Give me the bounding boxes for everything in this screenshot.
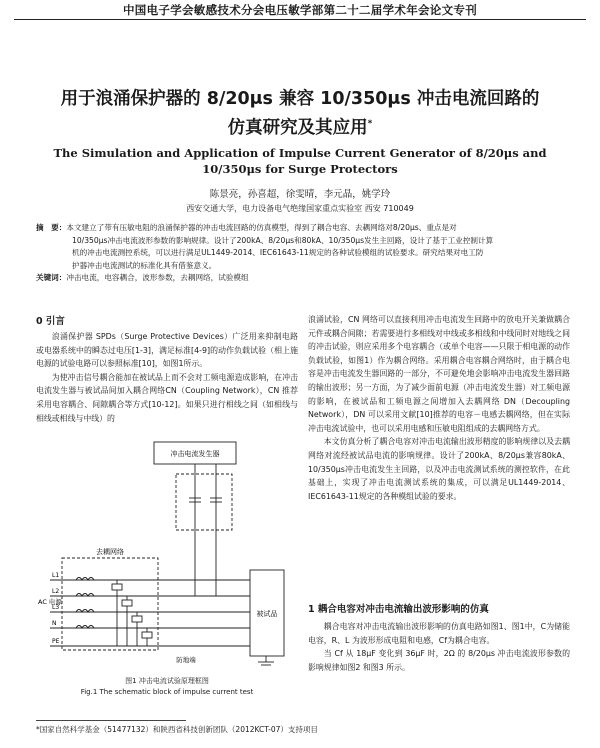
figure-caption-cn: 图1 冲击电流试验原理框图 xyxy=(125,677,209,685)
title-cn-line2-text: 仿真研究及其应用 xyxy=(227,117,368,138)
section-heading-intro: 0 引言 xyxy=(36,316,65,327)
paragraph: 浪涌保护器 SPDs（Surge Protective Devices）广泛用来抑制电路或电器系统中的瞬态过电压[1-3]，满足标准[4-9]的动作负载试验（相上施电源的试验电路可以参照标准[10]，如图1所示。 xyxy=(36,332,298,369)
line-label-l3: L3 xyxy=(52,604,60,611)
ac-power-label: AC 电源 xyxy=(38,598,62,606)
title-footnote-mark: * xyxy=(367,119,373,129)
keywords-text: 冲击电流，电容耦合，波形参数，去耦网络，试验模组 xyxy=(66,273,249,282)
paragraph: 耦合电容对冲击电流输出波形影响的仿真电路如图1、图1中，C为储能电容，R、L 为波形形成电阻和电感，Cf为耦合电容。 xyxy=(308,622,570,645)
decoupling-label: 去耦网络 xyxy=(96,548,124,556)
authors: 陈景亮，孙喜超，徐雯晴，李元晶，姚学玲 xyxy=(209,189,391,200)
line-label-l1: L1 xyxy=(52,572,60,579)
title-en-line2: 10/350μs for Surge Protectors xyxy=(202,162,398,176)
keywords-label: 关键词： xyxy=(36,273,67,282)
dut-label: 被试品 xyxy=(256,610,278,618)
right-column-text-top xyxy=(308,313,570,503)
abstract-label: 摘 要： xyxy=(36,223,67,232)
decoupling-network-box xyxy=(62,558,158,650)
abstract-line: 10/350μs冲击电流波形参数的影响规律。设计了200kA、8/20μs和80kA、10/350μs发生主回路，设计了基于工业控制计算 xyxy=(72,235,494,245)
abstract-line: 护器冲击电流测试的标准化具有借鉴意义。 xyxy=(72,260,217,270)
left-column-text xyxy=(36,330,298,425)
paragraph: 为使冲击信号耦合能加在被试品上而不会对工频电源造成影响，在冲击电流发生器与被试品间加入耦合网络CN（Coupling Network），CN 推荐采用电容耦合、间隙耦合等方式[10-12]。如果只进行相线之间（如相线与相线或相线与中线）的 xyxy=(36,372,298,423)
ground-label: 防地端 xyxy=(176,656,196,664)
paragraph: 当 Cf 从 18μF 变化到 36μF 时，2Ω 的 8/20μs 冲击电流波形参数的影响规律如图2 和图3 所示。 xyxy=(308,649,570,672)
figure-1-schematic xyxy=(36,436,298,668)
title-cn-line2 xyxy=(0,113,600,139)
line-label-pe: PE xyxy=(52,638,60,645)
abstract-line: 本文建立了带有压敏电阻的浪涌保护器的冲击电流回路的仿真模型，得到了耦合电容、去耦网络对8/20μs、重点是对 xyxy=(66,223,457,232)
coupling-network-box xyxy=(176,474,232,530)
paragraph: 浪涌试验，CN 网络可以直接利用冲击电流发生回路中的放电开关兼做耦合元件或耦合间隙；若需要进行多相线对中线或多相线和中线同时对地线之间的冲击试验，则应采用多个电容耦合（或单个电容——只限于相电源的动作负载试验，如图1）作为耦合网络。采用耦合电容耦合网络时，由于耦合电容是冲击电流发生器回路的一部分，不可避免地会影响冲击电流发生器回路的输出波形；另一方面，为了减少面前电源（冲击电流发生器）对工频电源的影响，在被试品和工频电源之间增加入去耦网络 DN（Decoupling Network），DN 可以采用文献[10]推荐的电容－电感去耦网络，但在实际冲击电流试验中，也可以采用电感和压敏电阻组成的去耦网络方式。 xyxy=(308,315,570,433)
abstract-line: 机的冲击电流测控系统，可以进行满足UL1449-2014、IEC61643-11规定的各种试验模组的试验要求。研究结果对电工防 xyxy=(72,248,484,257)
section-heading-1: 1 耦合电容对冲击电流输出波形影响的仿真 xyxy=(308,604,489,615)
title-en-line1: The Simulation and Application of Impulse Current Generator of 8/20μs and xyxy=(53,146,547,160)
generator-label: 冲击电流发生器 xyxy=(170,450,220,458)
title-cn-line1: 用于浪涌保护器的 8/20μs 兼容 10/350μs 冲击电流回路的 xyxy=(60,89,540,109)
header-rule xyxy=(14,19,586,20)
line-label-n: N xyxy=(52,620,57,627)
line-label-l2: L2 xyxy=(52,588,60,595)
affiliation: 西安交通大学，电力设备电气绝缘国家重点实验室 西安 710049 xyxy=(186,204,414,213)
footnote: *国家自然科学基金（51477132）和陕西省科技创新团队（2012KCT-07）支持项目 xyxy=(36,725,318,734)
right-column-text-bottom xyxy=(308,620,570,674)
journal-header: 中国电子学会敏感技术分会电压敏学部第二十二届学术年会论文专刊 xyxy=(123,3,477,17)
figure-caption-en: Fig.1 The schematic block of impulse current test xyxy=(80,688,254,696)
paragraph: 本文仿真分析了耦合电容对冲击电流输出波形精度的影响规律以及去耦网络对流经被试品电流的影响规律。设计了200kA、8/20μs兼容80kA、10/350μs冲击电流发生主回路，以及冲击电流测试系统的测控软件，在此基础上，实现了冲击电流测试系统的集成，可以满足UL1449-2014、IEC61643-11规定的各种模组试验的要求。 xyxy=(308,437,570,501)
footnote-rule xyxy=(36,720,186,721)
abstract xyxy=(36,222,574,285)
